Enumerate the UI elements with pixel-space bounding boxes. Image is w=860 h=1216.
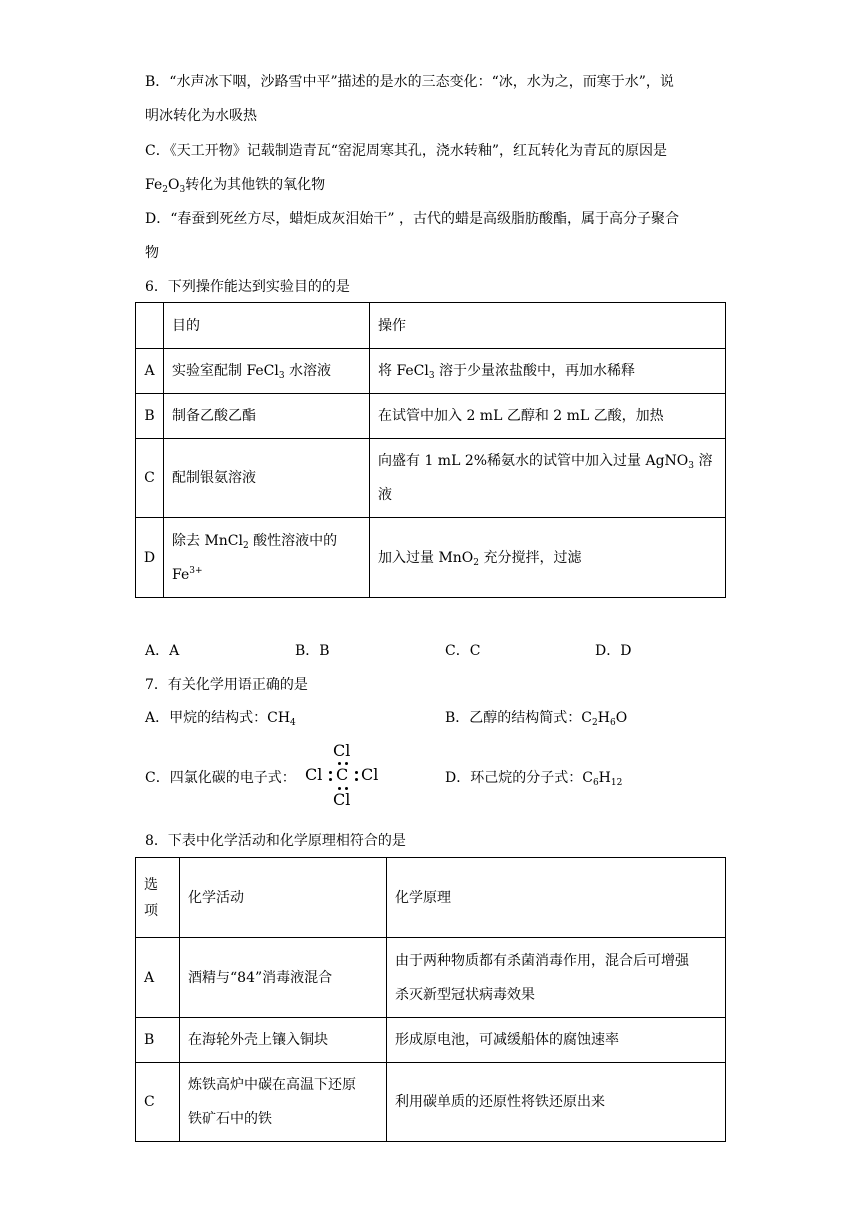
q5-option-b-line1: B．“水声冰下咽，沙路雪中平”描述的是水的三态变化：“冰，水为之，而寒于水”，说 bbox=[145, 74, 674, 90]
q6-header-goal: 目的 bbox=[164, 303, 370, 349]
q8-row-c-key: C bbox=[136, 1063, 180, 1142]
q6-header-row bbox=[136, 303, 726, 349]
q6-row-d bbox=[136, 518, 726, 598]
q6-row-b-key: B bbox=[136, 394, 164, 439]
q6-header-op: 操作 bbox=[370, 303, 726, 349]
q6-row-b-goal: 制备乙酸乙酯 bbox=[164, 394, 370, 439]
lewis-cl-bottom: Cl bbox=[333, 790, 351, 809]
q7-stem: 7．有关化学用语正确的是 bbox=[145, 677, 308, 693]
lewis-cl-top: Cl bbox=[333, 741, 351, 760]
q6-row-a bbox=[136, 349, 726, 394]
q8-header-principle: 化学原理 bbox=[387, 858, 726, 938]
q7-option-a: A．甲烷的结构式：$CH_4$ bbox=[145, 710, 296, 728]
q8-row-a bbox=[136, 938, 726, 1018]
q6-row-d-op: 加入过量 MnO$_2$ 充分搅拌，过滤 bbox=[370, 518, 726, 598]
lewis-dot bbox=[355, 778, 358, 781]
q8-header-option: 选 项 bbox=[136, 858, 180, 938]
lewis-cl-right: Cl bbox=[361, 765, 379, 784]
q8-row-c-activity: 炼铁高炉中碳在高温下还原 铁矿石中的铁 bbox=[180, 1063, 387, 1142]
lewis-dot bbox=[345, 787, 348, 790]
lewis-dot bbox=[345, 762, 348, 765]
lewis-dot bbox=[338, 762, 341, 765]
q8-row-a-key: A bbox=[136, 938, 180, 1018]
lewis-dot bbox=[329, 778, 332, 781]
q5-option-d-line2: 物 bbox=[145, 245, 159, 261]
q6-row-c-goal: 配制银氨溶液 bbox=[164, 439, 370, 518]
q6-choice-a: A．A bbox=[145, 643, 180, 659]
q8-row-c bbox=[136, 1063, 726, 1142]
q6-row-d-key: D bbox=[136, 518, 164, 598]
q6-row-b-op: 在试管中加入 2 mL 乙醇和 2 mL 乙酸，加热 bbox=[370, 394, 726, 439]
q8-row-a-principle: 由于两种物质都有杀菌消毒作用，混合后可增强 杀灭新型冠状病毒效果 bbox=[387, 938, 726, 1018]
q7-option-d: D．环己烷的分子式：$C_6H_{12}$ bbox=[445, 770, 623, 788]
q8-row-a-activity: 酒精与“84”消毒液混合 bbox=[180, 938, 387, 1018]
ccl4-lewis-structure bbox=[305, 742, 385, 808]
lewis-cl-left: Cl bbox=[305, 765, 323, 784]
q8-row-b bbox=[136, 1018, 726, 1063]
lewis-c-center: C bbox=[336, 765, 349, 784]
q6-row-a-goal: 实验室配制 FeCl$_3$ 水溶液 bbox=[164, 349, 370, 394]
q8-stem: 8．下表中化学活动和化学原理相符合的是 bbox=[145, 833, 406, 849]
q6-row-d-goal: 除去 MnCl$_2$ 酸性溶液中的 $Fe^{3+}$ bbox=[164, 518, 370, 598]
q8-table bbox=[135, 857, 726, 1142]
q6-row-b bbox=[136, 394, 726, 439]
q8-row-c-principle: 利用碳单质的还原性将铁还原出来 bbox=[387, 1063, 726, 1142]
q6-row-c-op: 向盛有 1 mL 2%稀氨水的试管中加入过量 AgNO$_3$ 溶 液 bbox=[370, 439, 726, 518]
q5-option-c-line1: C．《天工开物》记载制造青瓦“窑泥周寒其孔，浇水转釉”，红瓦转化为青瓦的原因是 bbox=[145, 143, 668, 159]
q6-choice-c: C．C bbox=[445, 643, 481, 659]
q8-header-row bbox=[136, 858, 726, 938]
q5-option-c-line2: $Fe_2O_3$转化为其他铁的氧化物 bbox=[145, 177, 326, 195]
q6-row-c bbox=[136, 439, 726, 518]
q6-choice-b: B．B bbox=[295, 643, 330, 659]
q6-table bbox=[135, 302, 726, 598]
q6-choice-d: D．D bbox=[595, 643, 632, 659]
q5-option-d-line1: D．“春蚕到死丝方尽，蜡炬成灰泪始干” ，古代的蜡是高级脂肪酸酯，属于高分子聚合 bbox=[145, 211, 679, 227]
q7-option-b: B．乙醇的结构简式：$C_2H_6O$ bbox=[445, 710, 628, 728]
q5-option-b-line2: 明冰转化为水吸热 bbox=[145, 108, 257, 124]
q8-header-activity: 化学活动 bbox=[180, 858, 387, 938]
q8-row-b-key: B bbox=[136, 1018, 180, 1063]
lewis-dot bbox=[338, 787, 341, 790]
lewis-dot bbox=[355, 771, 358, 774]
q6-header-key bbox=[136, 303, 164, 349]
q8-row-b-principle: 形成原电池，可减缓船体的腐蚀速率 bbox=[387, 1018, 726, 1063]
q6-row-a-op: 将 FeCl$_3$ 溶于少量浓盐酸中，再加水稀释 bbox=[370, 349, 726, 394]
q7-option-c: C．四氯化碳的电子式： bbox=[145, 770, 296, 786]
lewis-dot bbox=[329, 771, 332, 774]
q8-row-b-activity: 在海轮外壳上镶入铜块 bbox=[180, 1018, 387, 1063]
q6-row-c-key: C bbox=[136, 439, 164, 518]
q6-row-a-key: A bbox=[136, 349, 164, 394]
q6-stem: 6．下列操作能达到实验目的的是 bbox=[145, 279, 350, 295]
